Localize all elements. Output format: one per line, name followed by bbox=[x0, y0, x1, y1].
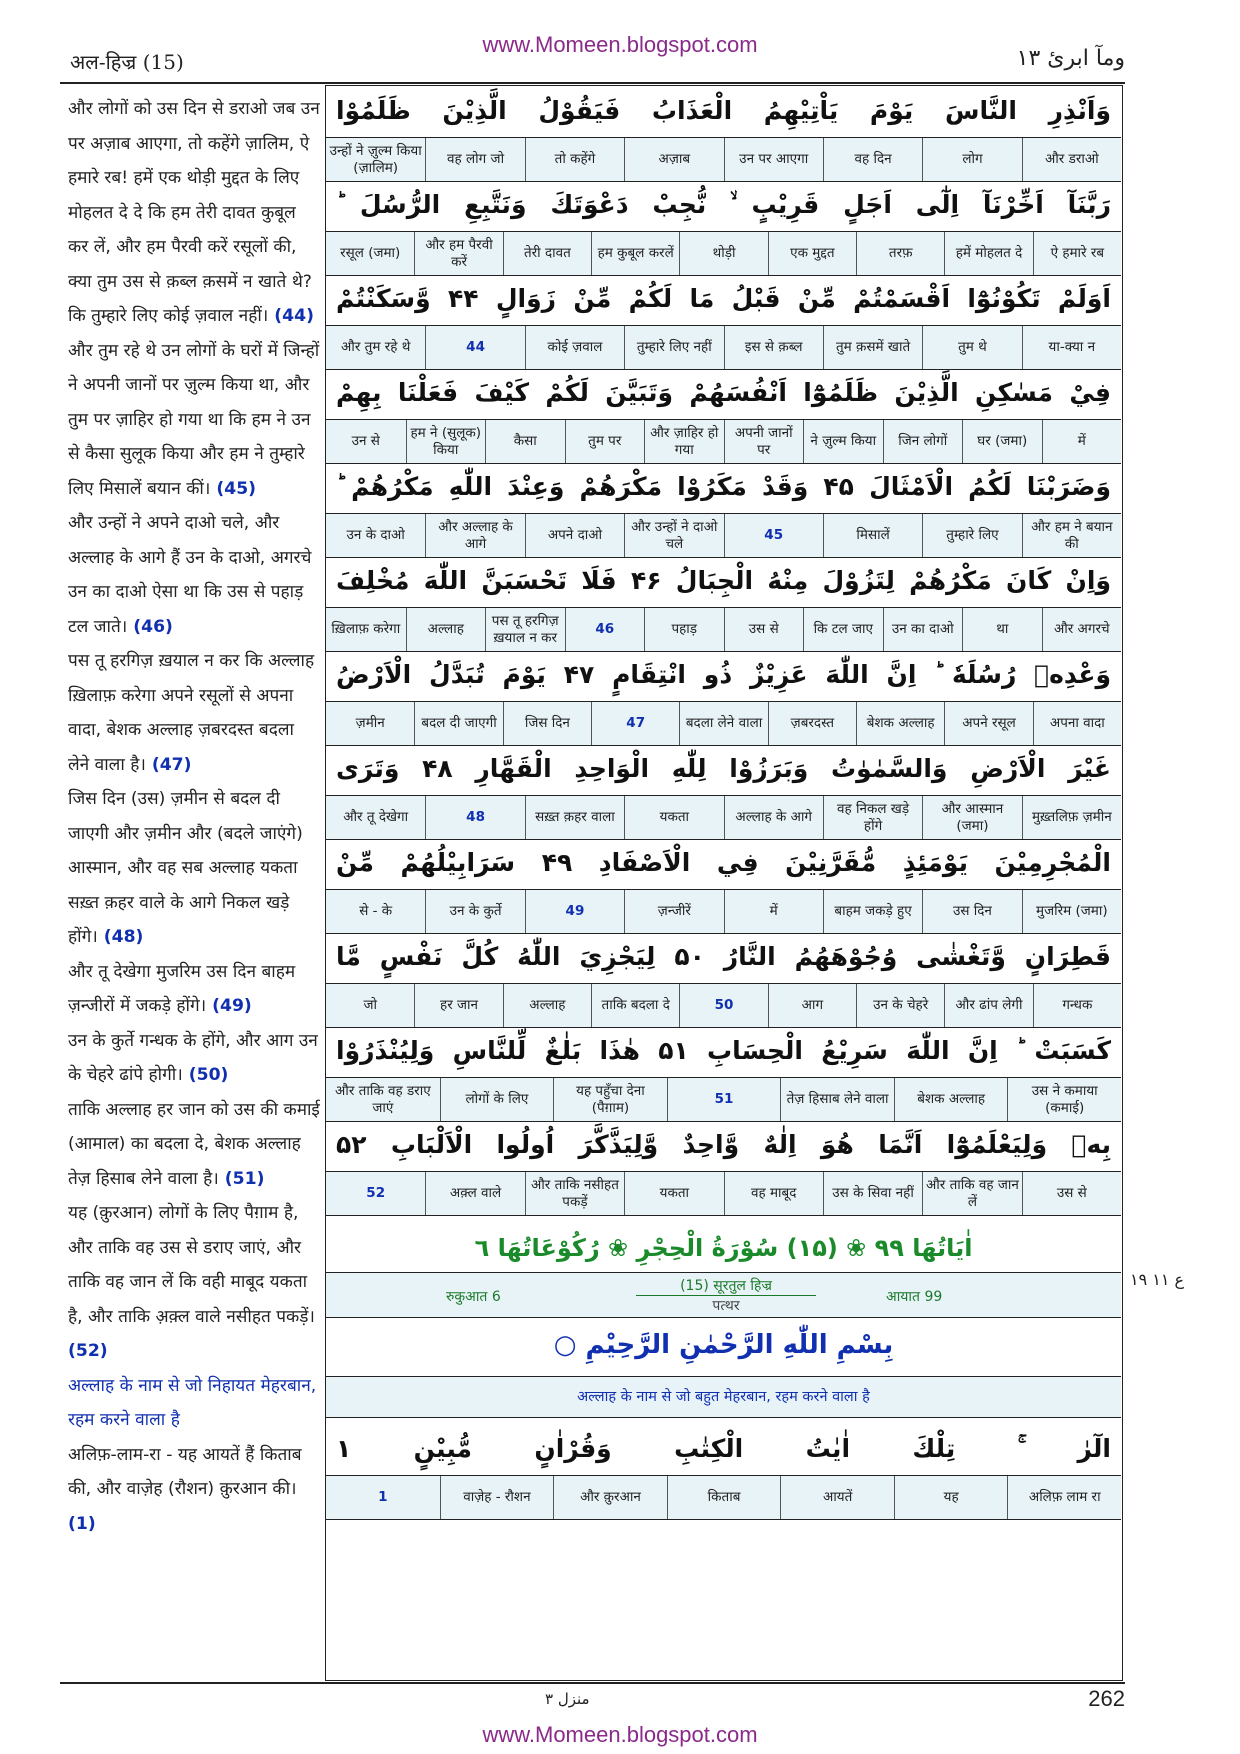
bismillah-arabic: بِسْمِ اللّٰهِ الرَّحْمٰنِ الرَّحِيْمِ ○ bbox=[553, 1330, 894, 1360]
verse-number: (46) bbox=[127, 616, 173, 637]
ayah-number-cell: 45 bbox=[724, 514, 823, 557]
translation-text: पस तू हरगिज़ ख़याल न कर कि अल्लाह ख़िलाफ़ करेगा अपने रसूलों से अपना वादा, बेशक अल्लाह ज़बरदस्त बदला लेने वाला है। bbox=[68, 651, 315, 775]
arabic-verse-line: وَضَرَبْنَا لَكُمُ الْاَمْثَالَ ۴۵ وَقَدْ مَكَرُوْا مَكْرَهُمْ وَعِنْدَ اللّٰهِ مَكْرُهُمْ ؕ bbox=[326, 464, 1121, 514]
arabic-verse-line: الٓرٰ ۚ تِلْكَ اٰيٰتُ الْكِتٰبِ وَقُرْاٰنٍ مُّبِيْنٍ ۱ bbox=[326, 1426, 1121, 1476]
word-meaning-cell: उस ने कमाया (कमाई) bbox=[1007, 1078, 1121, 1121]
translation-paragraph bbox=[68, 334, 320, 507]
word-meaning-cell: कैसा bbox=[485, 420, 565, 463]
arabic-verse-line: اَوَلَمْ تَكُوْنُوْٓا اَقْسَمْتُمْ مِّنْ قَبْلُ مَا لَكُمْ مِّنْ زَوَالٍ ۴۴ وَّسَكَنْتُمْ bbox=[326, 276, 1121, 326]
word-meaning-cell: और हम पैरवी करें bbox=[414, 232, 502, 275]
word-meaning-cell: तुम क़समें खाते bbox=[823, 326, 922, 369]
word-meaning-cell: में bbox=[1042, 420, 1122, 463]
word-meaning-cell: बदल दी जाएगी bbox=[414, 702, 502, 745]
word-meaning-cell: यह पहुँचा देना (पैग़ाम) bbox=[553, 1078, 667, 1121]
surah-title-left: अल-हिज्र (15) bbox=[70, 50, 184, 74]
word-meaning-cell: और क़ुरआन bbox=[553, 1476, 667, 1519]
word-meaning-cell: मुख़्तलिफ़ ज़मीन bbox=[1022, 796, 1121, 839]
word-meaning-cell: उन के दाओ bbox=[346, 527, 405, 543]
translation-text: और उन्हों ने अपने दाओ चले, और अल्लाह के आगे हैं उन के दाओ, अगरचे उन का दाओ ऐसा था कि उस से पहाड़ टल जाते। bbox=[68, 513, 312, 637]
translation-paragraph bbox=[68, 1024, 320, 1093]
arabic-verse-line: وَاَنْذِرِ النَّاسَ يَوْمَ يَاْتِيْهِمُ الْعَذَابُ فَيَقُوْلُ الَّذِيْنَ ظَلَمُوْا bbox=[326, 88, 1121, 138]
word-meaning-cell: और तू देखेगा bbox=[343, 809, 409, 825]
word-meaning-cell: तरफ़ bbox=[856, 232, 944, 275]
word-meaning-cell: ज़मीन bbox=[355, 715, 385, 731]
word-meaning-cell: बेशक अल्लाह bbox=[856, 702, 944, 745]
word-meaning-cell: घर (जमा) bbox=[962, 420, 1042, 463]
para-title-right: ومآ ابرئ ١٣ bbox=[1016, 46, 1125, 71]
word-meaning-cell: जो bbox=[363, 997, 377, 1013]
word-meaning-cell: से - के bbox=[359, 903, 393, 919]
word-meaning-cell: और ज़ाहिर हो गया bbox=[644, 420, 724, 463]
word-meaning-grid bbox=[326, 1476, 1121, 1520]
word-meaning-cell: उस से bbox=[724, 608, 804, 651]
ayah-number-cell: 52 bbox=[366, 1185, 386, 1201]
word-meaning-grid bbox=[326, 890, 1121, 934]
word-meaning-cell: यह bbox=[894, 1476, 1008, 1519]
ayah-number-cell: 44 bbox=[425, 326, 524, 369]
surah-meaning: पत्थर bbox=[712, 1298, 740, 1314]
word-meaning-cell: उस दिन bbox=[922, 890, 1021, 933]
word-meaning-cell: ने ज़ुल्म किया bbox=[803, 420, 883, 463]
surah-info-bar bbox=[326, 1272, 1121, 1318]
word-meaning-cell: और डराओ bbox=[1022, 138, 1121, 181]
translation-text: और तुम रहे थे उन लोगों के घरों में जिन्हों ने अपनी जानों पर ज़ुल्म किया था, और तुम पर ज़ाहिर हो गया था कि हम ने उन से कैसा सुलूक किया और हम ने तुम्हारे लिए मिसालें बयान कीं। bbox=[68, 340, 320, 499]
site-url-top[interactable]: www.Momeen.blogspot.com bbox=[482, 32, 758, 57]
word-meaning-cell: उन के चेहरे bbox=[856, 984, 944, 1027]
page-number: 262 bbox=[1088, 1686, 1125, 1711]
verse-number: (47) bbox=[145, 754, 192, 775]
footer-divider bbox=[60, 1682, 1125, 1684]
word-meaning-cell: जिन लोगों bbox=[883, 420, 963, 463]
word-meaning-cell: सख़्त क़हर वाला bbox=[525, 796, 624, 839]
word-meaning-grid bbox=[326, 608, 1121, 652]
translation-text: और लोगों को उस दिन से डराओ जब उन पर अज़ाब आएगा, तो कहेंगे ज़ालिम, ऐ हमारे रब! हमें एक थोड़ी मुद्दत के लिए मोहलत दे दे कि हम तेरी दावत कुबूल कर लें, और हम पैरवी करें रसूलों की, क्या तुम उस से क़ब्ल क़समें न खाते थे? कि तुम्हारे लिए कोई ज़वाल नहीं। bbox=[68, 99, 320, 326]
word-meaning-cell: और तुम रहे थे bbox=[341, 339, 411, 355]
verse-number: (45) bbox=[210, 478, 257, 499]
word-meaning-grid bbox=[326, 420, 1121, 464]
word-meaning-cell: ताकि बदला दे bbox=[591, 984, 679, 1027]
arabic-verse-line: فِيْ مَسٰكِنِ الَّذِيْنَ ظَلَمُوْٓا اَنْفُسَهُمْ وَتَبَيَّنَ لَكُمْ كَيْفَ فَعَلْنَا بِهِمْ bbox=[326, 370, 1121, 420]
word-meaning-cell: तुम्हारे लिए नहीं bbox=[624, 326, 723, 369]
word-meaning-grid bbox=[326, 702, 1121, 746]
ayah-number-cell: 50 bbox=[679, 984, 767, 1027]
manzil-label: منزل ٣ bbox=[545, 1690, 590, 1708]
arabic-verse-line: الْمُجْرِمِيْنَ يَوْمَئِذٍ مُّقَرَّنِيْنَ فِي الْاَصْفَادِ ۴۹ سَرَابِيْلُهُمْ مِّنْ bbox=[326, 840, 1121, 890]
word-meaning-cell: पहाड़ bbox=[644, 608, 724, 651]
word-meaning-grid bbox=[326, 1078, 1121, 1122]
word-meaning-cell: अल्लाह bbox=[503, 984, 591, 1027]
header-divider bbox=[60, 82, 1125, 84]
translation-paragraph bbox=[68, 955, 320, 1024]
word-meaning-cell: लोगों के लिए bbox=[440, 1078, 554, 1121]
word-meaning-cell: हम ने (सुलूक) किया bbox=[406, 420, 486, 463]
verse-number: (50) bbox=[182, 1065, 229, 1085]
word-meaning-cell: या-क्या न bbox=[1022, 326, 1121, 369]
word-meaning-grid bbox=[326, 1172, 1121, 1216]
translation-text: उन के कुर्ते गन्धक के होंगे, और आग उन के चेहरे ढांपे होगी। bbox=[68, 1030, 318, 1085]
translation-paragraph bbox=[68, 1438, 320, 1542]
arabic-verse-line: وَعْدِهٖ رُسُلَهٗ ؕ اِنَّ اللّٰهَ عَزِيْزٌ ذُو انْتِقَامٍ ۴۷ يَوْمَ تُبَدَّلُ الْاَرْضُ bbox=[326, 652, 1121, 702]
verse-number: (52) bbox=[68, 1341, 108, 1361]
ayah-number-cell: 47 bbox=[591, 702, 679, 745]
word-meaning-grid bbox=[326, 984, 1121, 1028]
arabic-verse-line: قَطِرَانٍ وَّتَغْشٰى وُجُوْهَهُمُ النَّارُ ۵۰ لِيَجْزِيَ اللّٰهُ كُلَّ نَفْسٍ مَّا bbox=[326, 934, 1121, 984]
word-meaning-cell: रसूल (जमा) bbox=[340, 245, 401, 261]
word-meaning-cell: अज़ाब bbox=[624, 138, 723, 181]
word-meaning-cell: हर जान bbox=[414, 984, 502, 1027]
translation-paragraph bbox=[68, 1093, 320, 1197]
translation-text: और तू देखेगा मुजरिम उस दिन बाहम ज़न्जीरों में जकड़े होंगे। bbox=[68, 961, 296, 1016]
ayah-number-cell: 51 bbox=[667, 1078, 781, 1121]
word-meaning-cell: हम कुबूल करलें bbox=[591, 232, 679, 275]
translation-text: अल्लाह के नाम से जो निहायत मेहरबान, रहम करने वाला है bbox=[68, 1375, 317, 1430]
word-meaning-cell: अपना वादा bbox=[1033, 702, 1121, 745]
word-meaning-cell: उन पर आएगा bbox=[724, 138, 823, 181]
word-meaning-cell: गन्धक bbox=[1033, 984, 1121, 1027]
word-meaning-cell: तुम पर bbox=[565, 420, 645, 463]
word-meaning-cell: बाहम जकड़े हुए bbox=[823, 890, 922, 933]
word-meaning-cell: उन से bbox=[351, 433, 380, 449]
word-meaning-cell: बेशक अल्लाह bbox=[894, 1078, 1008, 1121]
word-meaning-cell: थोड़ी bbox=[679, 232, 767, 275]
word-meaning-cell: उन के कुर्ते bbox=[425, 890, 524, 933]
translation-text: अलिफ़-लाम-रा - यह आयतें हैं किताब की, और वाज़ेह (रौशन) क़ुरआन की। bbox=[68, 1444, 302, 1499]
word-meaning-cell: अल्लाह के आगे bbox=[724, 796, 823, 839]
word-meaning-cell: तो कहेंगे bbox=[525, 138, 624, 181]
translation-text: जिस दिन (उस) ज़मीन से बदल दी जाएगी और ज़मीन और (बदले जाएंगे) आस्मान, और वह सब अल्लाह यकता सख़्त क़हर वाले के आगे निकल खड़े होंगे। bbox=[68, 789, 303, 947]
word-meaning-cell: अल्लाह bbox=[406, 608, 486, 651]
word-meaning-cell: और उन्हों ने दाओ चले bbox=[624, 514, 723, 557]
bismillah-hindi: अल्लाह के नाम से जो बहुत मेहरबान, रहम करने वाला है bbox=[326, 1376, 1121, 1418]
word-meaning-cell: तेज़ हिसाब लेने वाला bbox=[780, 1078, 894, 1121]
word-meaning-cell: यकता bbox=[624, 796, 723, 839]
word-meaning-cell: वह निकल खड़े होंगे bbox=[823, 796, 922, 839]
surah-name bbox=[636, 1276, 816, 1315]
word-meaning-cell: इस से क़ब्ल bbox=[724, 326, 823, 369]
word-meaning-grid bbox=[326, 796, 1121, 840]
translation-paragraph bbox=[68, 1196, 320, 1369]
word-meaning-cell: कोई ज़वाल bbox=[525, 326, 624, 369]
word-meaning-cell: पस तू हरगिज़ ख़याल न कर bbox=[485, 608, 565, 651]
word-meaning-cell: और ढांप लेगी bbox=[944, 984, 1032, 1027]
word-meaning-cell: और अल्लाह के आगे bbox=[425, 514, 524, 557]
word-meaning-cell: और ताकि वह जान लें bbox=[922, 1172, 1021, 1215]
translation-text: यह (क़ुरआन) लोगों के लिए पैग़ाम है, और ताकि वह उस से डराए जाएं, और ताकि वह जान लें कि वही माबूद यकता है, और ताकि अ़क़्ल वाले नसीहत पकड़ें। bbox=[68, 1203, 315, 1327]
rukuat-count: रुकुआत 6 bbox=[446, 1289, 501, 1305]
ayah-number-cell: 49 bbox=[525, 890, 624, 933]
word-meaning-cell: उन्हों ने ज़ुल्म किया (ज़ालिम) bbox=[329, 142, 422, 176]
surah-name-label: (15) सूरतुल हिज्र bbox=[636, 1276, 816, 1296]
word-meaning-cell: और हम ने बयान की bbox=[1022, 514, 1121, 557]
arabic-verse-line: وَاِنْ كَانَ مَكْرُهُمْ لِتَزُوْلَ مِنْهُ الْجِبَالُ ۴۶ فَلَا تَحْسَبَنَّ اللّٰهَ مُخْلِفَ bbox=[326, 558, 1121, 608]
word-meaning-cell: मुजरिम (जमा) bbox=[1022, 890, 1121, 933]
word-meaning-cell: अपने रसूल bbox=[944, 702, 1032, 745]
ruku-marker: ع ١١ ١٩ bbox=[1130, 1270, 1185, 1289]
word-meaning-cell: उस के सिवा नहीं bbox=[823, 1172, 922, 1215]
word-meaning-cell: तुम्हारे लिए bbox=[922, 514, 1021, 557]
word-meaning-cell: अपने दाओ bbox=[525, 514, 624, 557]
word-meaning-cell: मिसालें bbox=[823, 514, 922, 557]
word-meaning-grid bbox=[326, 326, 1121, 370]
verse-number: (49) bbox=[206, 996, 252, 1016]
word-meaning-cell: वाज़ेह - रौशन bbox=[440, 1476, 554, 1519]
word-meaning-grid bbox=[326, 514, 1121, 558]
word-meaning-cell: कि टल जाए bbox=[803, 608, 883, 651]
word-meaning-cell: वह माबूद bbox=[724, 1172, 823, 1215]
word-meaning-cell: था bbox=[962, 608, 1042, 651]
word-meaning-cell: अक़्ल वाले bbox=[425, 1172, 524, 1215]
word-meaning-cell: और ताकि वह डराए जाएं bbox=[335, 1082, 431, 1116]
verse-number: (44) bbox=[268, 306, 314, 326]
translation-paragraph bbox=[68, 92, 320, 334]
word-meaning-cell: किताब bbox=[667, 1476, 781, 1519]
arabic-verse-line: غَيْرَ الْاَرْضِ وَالسَّمٰوٰتُ وَبَرَزُوْا لِلّٰهِ الْوَاحِدِ الْقَهَّارِ ۴۸ وَتَرَى bbox=[326, 746, 1121, 796]
word-meaning-cell: और आस्मान (जमा) bbox=[922, 796, 1021, 839]
word-meaning-cell: उन का दाओ bbox=[883, 608, 963, 651]
word-meaning-cell: ऐ हमारे रब bbox=[1033, 232, 1121, 275]
word-meaning-cell: वह लोग जो bbox=[425, 138, 524, 181]
word-meaning-cell: ज़बरदस्त bbox=[768, 702, 856, 745]
translation-paragraph bbox=[68, 644, 320, 782]
translation-paragraph bbox=[68, 782, 320, 955]
word-meaning-cell: आयतें bbox=[780, 1476, 894, 1519]
verse-number: (48) bbox=[97, 927, 144, 947]
word-meaning-cell: वह दिन bbox=[823, 138, 922, 181]
ayat-count: आयात 99 bbox=[886, 1289, 943, 1305]
word-meaning-cell: उस से bbox=[1022, 1172, 1121, 1215]
hindi-translation-column bbox=[68, 92, 320, 1541]
word-meaning-cell: ज़न्जीरें bbox=[624, 890, 723, 933]
arabic-verse-line: بِهٖ وَلِيَعْلَمُوْٓا اَنَّمَا هُوَ اِلٰهٌ وَّاحِدٌ وَّلِيَذَّكَّرَ اُولُوا الْاَلْبَابِ ۵۲ bbox=[326, 1122, 1121, 1172]
word-meaning-cell: तेरी दावत bbox=[503, 232, 591, 275]
word-meaning-cell: बदला लेने वाला bbox=[679, 702, 767, 745]
translation-paragraph bbox=[68, 1369, 320, 1438]
word-meaning-cell: जिस दिन bbox=[503, 702, 591, 745]
word-meaning-cell: तुम थे bbox=[922, 326, 1021, 369]
site-url-bottom[interactable]: www.Momeen.blogspot.com bbox=[482, 1722, 758, 1747]
word-meaning-cell: अपनी जानों पर bbox=[724, 420, 804, 463]
word-meaning-cell: हमें मोहलत दे bbox=[944, 232, 1032, 275]
word-meaning-cell: और ताकि नसीहत पकड़ें bbox=[525, 1172, 624, 1215]
word-meaning-cell: यकता bbox=[624, 1172, 723, 1215]
verse-number: (51) bbox=[218, 1168, 265, 1189]
surah-heading-arabic: اٰيَاتُهَا ۹۹ ❀ (۱۵) سُوْرَةُ الْحِجْرِ ❀ رُكُوْعَاتُهَا ٦ bbox=[474, 1234, 973, 1262]
translation-paragraph bbox=[68, 506, 320, 644]
arabic-verse-line: كَسَبَتْ ؕ اِنَّ اللّٰهَ سَرِيْعُ الْحِسَابِ ۵۱ هٰذَا بَلٰغٌ لِّلنَّاسِ وَلِيُنْذَرُوْا bbox=[326, 1028, 1121, 1078]
word-meaning-cell: और अगरचे bbox=[1042, 608, 1122, 651]
word-meaning-cell: आग bbox=[768, 984, 856, 1027]
word-meaning-cell: ख़िलाफ़ करेगा bbox=[331, 621, 401, 637]
word-meaning-grid bbox=[326, 232, 1121, 276]
word-meaning-cell: में bbox=[724, 890, 823, 933]
word-meaning-grid bbox=[326, 138, 1121, 182]
verse-number: (1) bbox=[68, 1513, 96, 1534]
word-meaning-cell: अलिफ़ लाम रा bbox=[1007, 1476, 1121, 1519]
ayah-number-cell: 1 bbox=[378, 1489, 388, 1505]
word-meaning-cell: एक मुद्दत bbox=[768, 232, 856, 275]
ayah-number-cell: 46 bbox=[565, 608, 645, 651]
word-by-word-panel bbox=[325, 85, 1123, 1681]
translation-text: ताकि अल्लाह हर जान को उस की कमाई (आमाल) का बदला दे, बेशक अल्लाह तेज़ हिसाब लेने वाला है। bbox=[68, 1099, 320, 1189]
word-meaning-cell: लोग bbox=[922, 138, 1021, 181]
arabic-verse-line: رَبَّنَآ اَخِّرْنَآ اِلٰٓى اَجَلٍ قَرِيْبٍ ۙ نُّجِبْ دَعْوَتَكَ وَنَتَّبِعِ الرُّسُلَ ؕ bbox=[326, 182, 1121, 232]
ayah-number-cell: 48 bbox=[425, 796, 524, 839]
